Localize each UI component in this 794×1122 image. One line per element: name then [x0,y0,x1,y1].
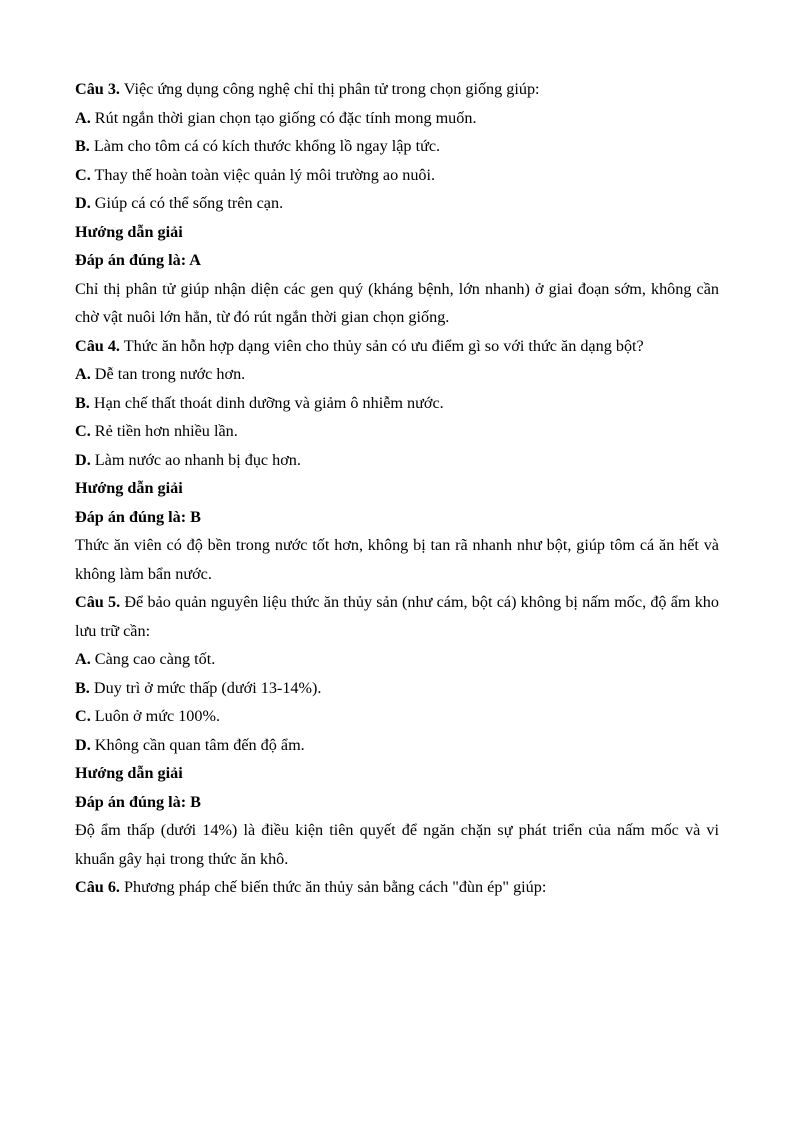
guide-heading: Hướng dẫn giải [75,479,183,497]
option-c [75,161,719,190]
option-d [75,731,719,760]
option-text: Dễ tan trong nước hơn. [94,365,246,383]
option-text: Làm nước ao nhanh bị đục hơn. [94,450,301,469]
option-key: C. [75,422,91,440]
option-b [75,132,719,161]
option-a [75,645,719,674]
option-text: Hạn chế thất thoát dinh dưỡng và giảm ô nhiễm nước. [93,393,444,412]
explanation: Độ ẩm thấp (dưới 14%) là điều kiện tiên quyết để ngăn chặn sự phát triển của nấm mốc và vi khuẩn gây hại trong thức ăn khô. [75,821,719,868]
option-key: B. [75,137,90,155]
guide-heading: Hướng dẫn giải [75,764,183,782]
option-key: B. [75,393,90,412]
question-6 [75,873,719,902]
question-5 [75,588,719,645]
answer-line: Đáp án đúng là: B [75,507,201,526]
option-a [75,104,719,133]
question-label: Câu 4. [75,336,120,355]
question-label: Câu 5. [75,593,121,611]
answer-line: Đáp án đúng là: B [75,792,201,811]
option-key: A. [75,108,91,127]
question-3 [75,75,719,104]
option-b [75,389,719,418]
option-text: Thay thế hoàn toàn việc quản lý môi trường ao nuôi. [94,165,436,184]
option-key: D. [75,194,91,212]
document-content [75,75,719,902]
explanation: Chỉ thị phân tử giúp nhận diện các gen quý (kháng bệnh, lớn nhanh) ở giai đoạn sớm, không cần chờ vật nuôi lớn hẳn, từ đó rút ngắn thời gian chọn giống. [75,279,719,326]
option-c [75,417,719,446]
option-d [75,446,719,475]
option-text: Làm cho tôm cá có kích thước khổng lồ ngay lập tức. [93,137,441,155]
option-key: A. [75,365,91,383]
option-text: Luôn ở mức 100%. [94,707,221,725]
option-d [75,189,719,218]
option-text: Duy trì ở mức thấp (dưới 13-14%). [93,678,322,697]
option-text: Rẻ tiền hơn nhiều lần. [94,422,238,440]
option-key: B. [75,678,90,697]
question-text: Việc ứng dụng công nghệ chỉ thị phân tử trong chọn giống giúp: [123,80,540,98]
option-text: Rút ngắn thời gian chọn tạo giống có đặc tính mong muốn. [94,108,477,127]
question-label: Câu 3. [75,80,120,98]
option-key: D. [75,735,91,754]
answer-line: Đáp án đúng là: A [75,251,201,269]
question-4 [75,332,719,361]
option-b [75,674,719,703]
guide-heading: Hướng dẫn giải [75,222,183,241]
option-a [75,360,719,389]
explanation: Thức ăn viên có độ bền trong nước tốt hơn, không bị tan rã nhanh như bột, giúp tôm cá ăn hết và không làm bẩn nước. [75,536,719,583]
question-label: Câu 6. [75,878,120,896]
question-text: Để bảo quản nguyên liệu thức ăn thủy sản (như cám, bột cá) không bị nấm mốc, độ ẩm kho lưu trữ cần: [75,593,719,640]
question-text: Thức ăn hỗn hợp dạng viên cho thủy sản có ưu điểm gì so với thức ăn dạng bột? [123,336,644,355]
option-c [75,702,719,731]
option-text: Càng cao càng tốt. [94,650,216,668]
option-key: A. [75,650,91,668]
option-key: C. [75,165,91,184]
option-key: D. [75,450,91,469]
option-text: Không cần quan tâm đến độ ẩm. [94,735,305,754]
option-text: Giúp cá có thể sống trên cạn. [94,194,284,212]
option-key: C. [75,707,91,725]
question-text: Phương pháp chế biến thức ăn thủy sản bằng cách "đùn ép" giúp: [124,878,547,896]
